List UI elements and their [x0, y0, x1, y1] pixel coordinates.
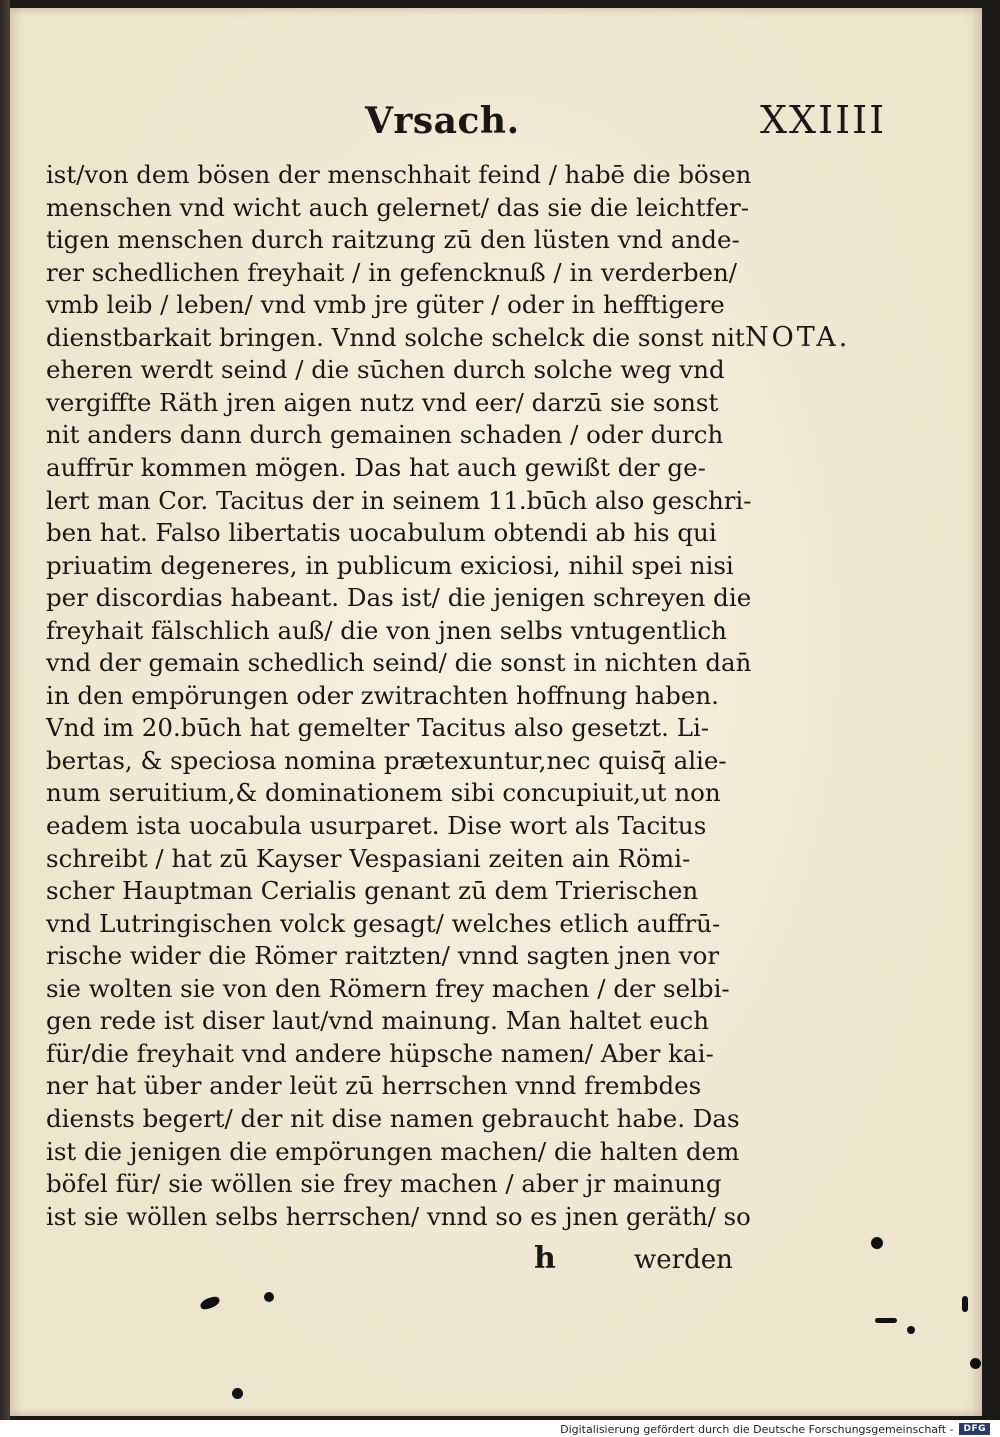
text-line: ist die jenigen die empörungen machen/ die halten dem	[46, 1136, 740, 1166]
text-line: nit anders dann durch gemainen schaden / oder durch	[46, 420, 724, 450]
text-line: vmb leib / leben/ vnd vmb jre güter / oder in hefftigere	[46, 290, 725, 320]
text-line: dienstbarkait bringen. Vnnd solche schelck die sonst nit	[46, 322, 745, 352]
text-line: rische wider die Römer raitzten/ vnnd sagten jnen vor	[46, 941, 720, 971]
signature-mark: h	[534, 1241, 556, 1276]
text-line: vnd der gemain schedlich seind/ die sonst in nichten dan̄	[46, 648, 752, 678]
text-line: ist/von dem bösen der menschhait feind / habē die bösen	[46, 160, 752, 189]
text-line: ben hat. Falso libertatis uocabulum obtendi ab his qui	[46, 518, 717, 548]
book-edge	[0, 0, 10, 1420]
text-line: eheren werdt seind / die sūchen durch solche weg vnd	[46, 355, 725, 385]
text-line: per discordias habeant. Das ist/ die jenigen schreyen die	[46, 583, 752, 613]
footer-credit: Digitalisierung gefördert durch die Deutsche Forschungsgemeinschaft -	[560, 1422, 954, 1436]
ink-spot	[907, 1326, 915, 1334]
dfg-logo: DFG	[959, 1423, 990, 1435]
digitization-footer	[560, 1422, 990, 1436]
ink-spot	[962, 1296, 968, 1312]
text-line: diensts begert/ der nit dise namen gebraucht habe. Das	[46, 1103, 740, 1133]
ink-spot	[264, 1292, 274, 1302]
catchword: werden	[634, 1245, 733, 1275]
text-line: bertas, & speciosa nomina prætexuntur,nec quisq̄ alie-	[46, 745, 727, 775]
margin-note: NOTA.	[745, 322, 851, 353]
text-line: Vnd im 20.būch hat gemelter Tacitus also gesetzt. Li-	[46, 713, 710, 743]
text-line: priuatim degeneres, in publicum exiciosi, nihil spei nisi	[46, 550, 734, 580]
text-line: scher Hauptman Cerialis genant zū dem Trierischen	[46, 876, 699, 906]
text-line: ist sie wöllen selbs herrschen/ vnnd so es jnen geräth/ so	[46, 1201, 751, 1231]
text-line: ner hat über ander leüt zū herrschen vnnd frembdes	[46, 1071, 702, 1101]
ink-spot	[970, 1358, 981, 1369]
text-line: auffrūr kommen mögen. Das hat auch gewißt der ge-	[46, 452, 706, 482]
running-header: Vrsach.	[365, 100, 520, 142]
text-line: in den empörungen oder zwitrachten hoffnung haben.	[46, 680, 719, 710]
text-line: vergiffte Räth jren aigen nutz vnd eer/ darzū sie sonst	[46, 387, 719, 417]
ink-spot	[232, 1388, 243, 1399]
text-line: num seruitium,& dominationem sibi concupiuit,ut non	[46, 778, 721, 808]
text-line: rer schedlichen freyhait / in gefencknuß / in verderben/	[46, 257, 738, 287]
ink-spot	[875, 1318, 897, 1323]
text-line: vnd Lutringischen volck gesagt/ welches etlich auffrū-	[46, 908, 721, 938]
text-line: für/die freyhait vnd andere hüpsche namen/ Aber kai-	[46, 1038, 714, 1068]
text-line: tigen menschen durch raitzung zū den lüsten vnd ande-	[46, 225, 740, 255]
folio-number: XXIIII	[760, 98, 887, 142]
text-line: eadem ista uocabula usurparet. Dise wort als Tacitus	[46, 811, 707, 840]
text-line: menschen vnd wicht auch gelernet/ das sie die leichtfer-	[46, 192, 749, 222]
ink-spot	[871, 1237, 883, 1249]
text-line: gen rede ist diser laut/vnd mainung. Man haltet euch	[46, 1006, 709, 1036]
text-line: sie wolten sie von den Römern frey machen / der selbi-	[46, 973, 730, 1003]
text-line: schreibt / hat zū Kayser Vespasiani zeiten ain Römi-	[46, 843, 691, 873]
text-line: freyhait fälschlich auß/ die von jnen selbs vntugentlich	[46, 615, 727, 645]
text-line: lert man Cor. Tacitus der in seinem 11.būch also geschri-	[46, 485, 752, 515]
text-line: böfel für/ sie wöllen sie frey machen / aber jr mainung	[46, 1169, 722, 1199]
